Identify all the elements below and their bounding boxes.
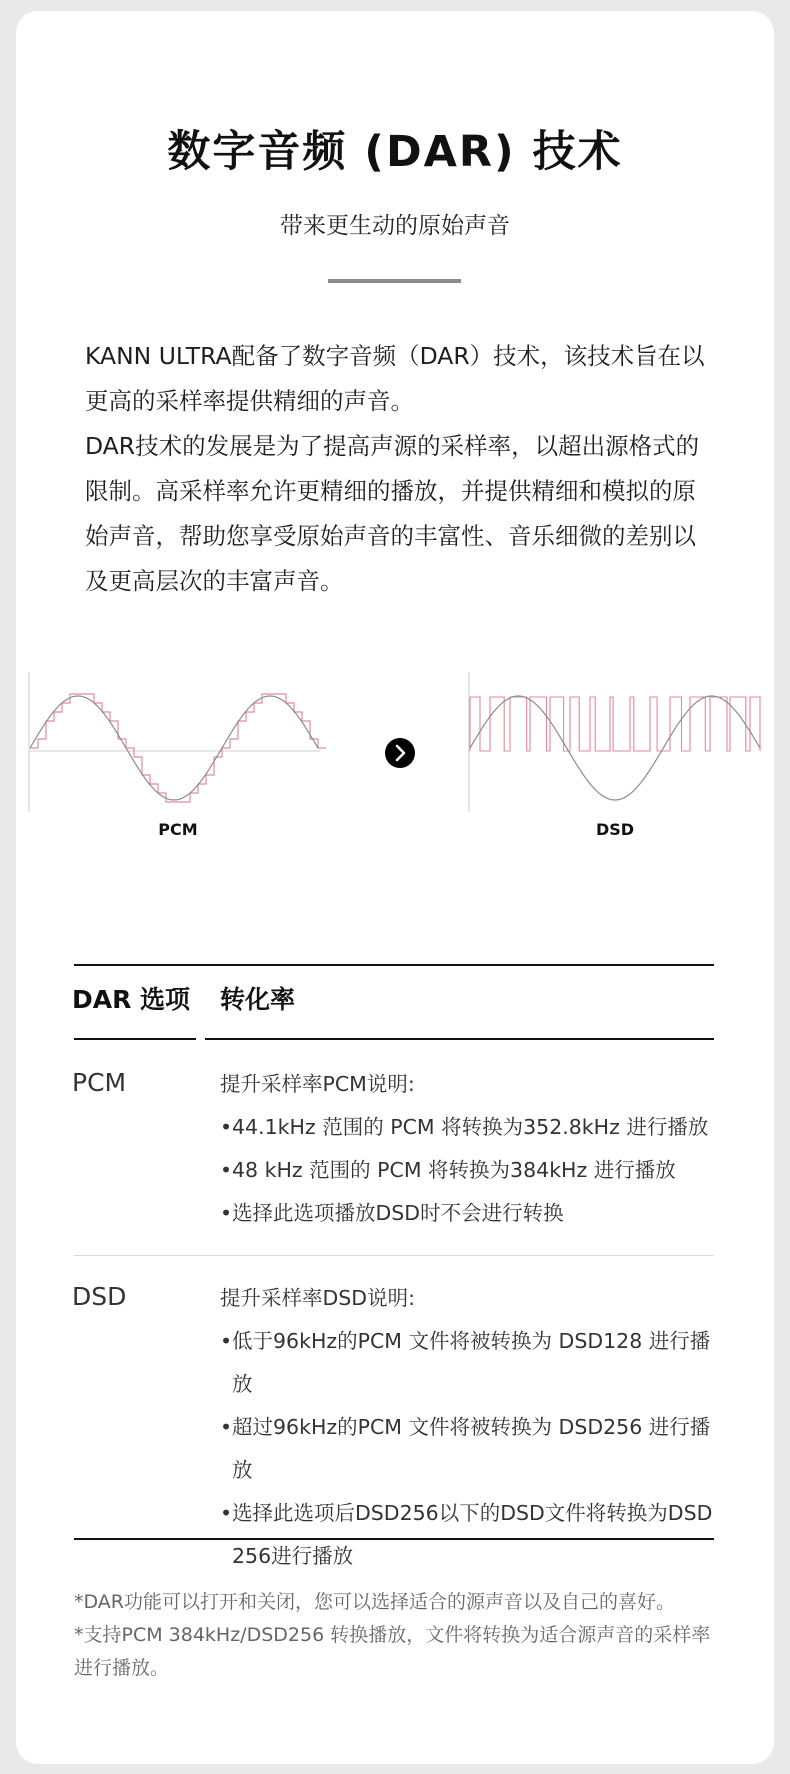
dsd-pulse-signal	[470, 697, 760, 751]
pcm-waveform-diagram	[28, 667, 328, 817]
pcm-details-item: • 48 kHz 范围的 PCM 将转换为384kHz 进行播放	[220, 1149, 720, 1192]
dsd-details-heading: 提升采样率DSD说明:	[220, 1286, 415, 1310]
page-title: 数字音频 (DAR) 技术	[167, 127, 623, 177]
table-header-rate: 转化率	[220, 985, 296, 1014]
dsd-details-item: • 超过96kHz的PCM 文件将被转换为 DSD256 进行播放	[220, 1406, 720, 1492]
dsd-label: DSD	[595, 820, 635, 839]
title-divider	[328, 279, 461, 283]
table-header-option: DAR 选项	[72, 985, 191, 1014]
pcm-sine-wave	[30, 696, 318, 800]
pcm-details-heading: 提升采样率PCM说明:	[220, 1072, 415, 1096]
dsd-details-item: • 低于96kHz的PCM 文件将被转换为 DSD128 进行播放	[220, 1320, 720, 1406]
intro-text	[85, 334, 705, 604]
table-row-dsd-name: DSD	[72, 1282, 127, 1311]
page-subtitle: 带来更生动的原始声音	[280, 213, 510, 239]
pcm-label: PCM	[158, 820, 198, 839]
footnote-2: *支持PCM 384kHz/DSD256 转换播放，文件将转换为适合源声音的采样率进行播放。	[74, 1624, 711, 1679]
intro-paragraph-1: KANN ULTRA配备了数字音频（DAR）技术，该技术旨在以更高的采样率提供精细的声音。	[85, 342, 705, 415]
pcm-details-item: • 选择此选项播放DSD时不会进行转换	[220, 1192, 720, 1235]
chevron-right-icon	[385, 738, 415, 768]
table-row-dsd-details	[220, 1277, 720, 1578]
pcm-details-item: • 44.1kHz 范围的 PCM 将转换为352.8kHz 进行播放	[220, 1106, 720, 1149]
dsd-details-item: • 选择此选项后DSD256以下的DSD文件将转换为DSD 256进行播放	[220, 1492, 720, 1578]
footnotes	[74, 1586, 724, 1685]
table-bottom-rule	[74, 1538, 714, 1540]
table-row-pcm-details	[220, 1063, 720, 1235]
pcm-step-signal	[30, 694, 326, 802]
dsd-waveform-diagram	[468, 667, 768, 817]
table-row-pcm-name: PCM	[72, 1068, 127, 1097]
footnote-1: *DAR功能可以打开和关闭，您可以选择适合的源声音以及自己的喜好。	[74, 1591, 675, 1613]
table-header-rule-right	[205, 1038, 714, 1040]
table-row-divider	[74, 1255, 714, 1256]
table-header-rule-left	[74, 1038, 196, 1040]
dsd-sine-wave	[470, 696, 760, 800]
intro-paragraph-2: DAR技术的发展是为了提高声源的采样率，以超出源格式的限制。高采样率允许更精细的播放，并提供精细和模拟的原始声音，帮助您享受原始声音的丰富性、音乐细微的差别以及更高层次的丰富声音。	[85, 432, 700, 595]
table-top-rule	[74, 964, 714, 966]
